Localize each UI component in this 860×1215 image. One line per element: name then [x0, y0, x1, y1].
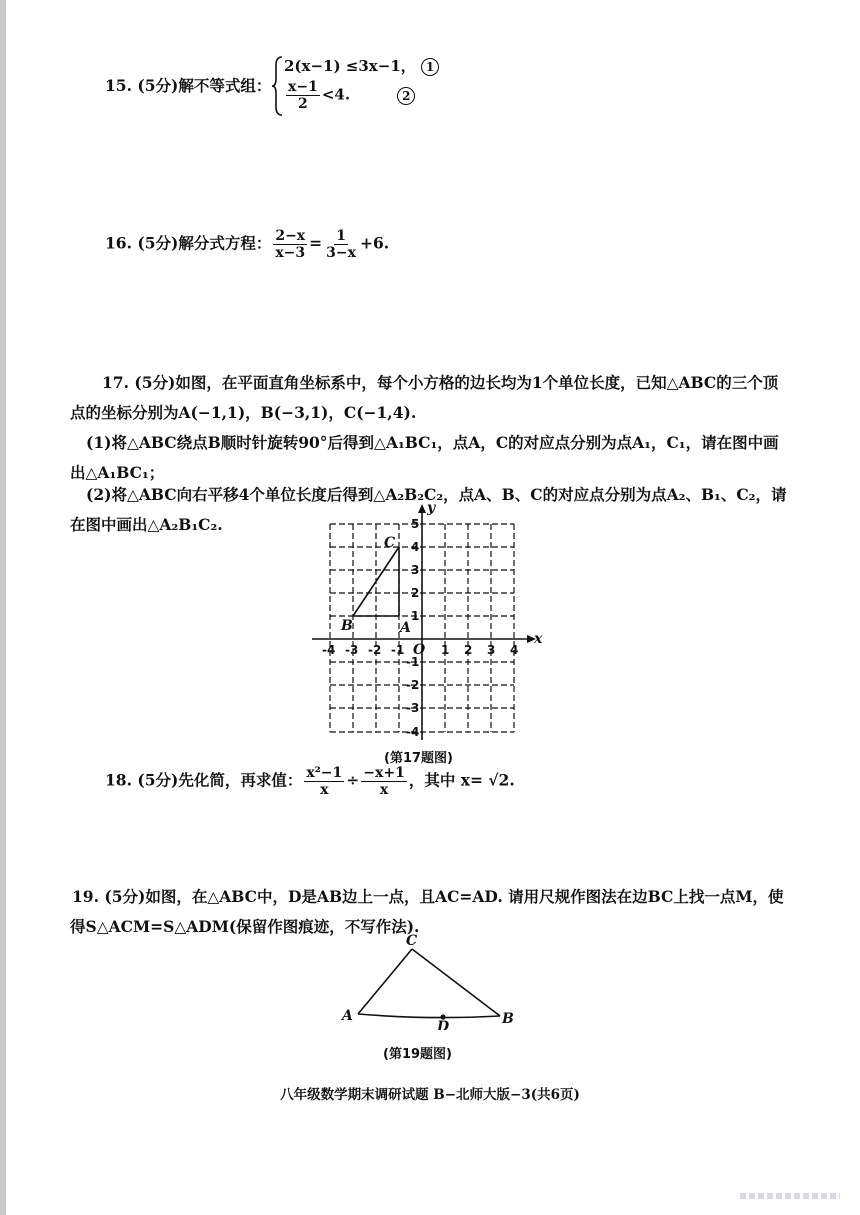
label-a: A [342, 1008, 353, 1024]
q16: 16. (5分)解分式方程： $\frac{2-x}{x-3}$ = $\frac{1}{3-x}$ +6. [105, 228, 390, 261]
x-tick: -4 [322, 643, 336, 657]
point-c-label: C [384, 535, 396, 551]
q17-coordinate-grid [300, 495, 550, 745]
q19-text: 19. (5分)如图，在△ABC中，D是AB边上一点，且AC=AD. 请用尺规作图法在边BC上找一点M，使得S△ACM=S△ADM(保留作图痕迹，不写作法). [70, 887, 784, 936]
y-tick: 4 [411, 540, 420, 554]
q15-mark1: 1 [421, 58, 439, 76]
y-tick: 1 [411, 609, 420, 623]
side-ac [358, 949, 412, 1014]
y-tick: 2 [411, 586, 420, 600]
label-c: C [406, 933, 418, 949]
q15-line2-tail: <4. [321, 85, 351, 104]
q15-line1: 2(x−1) ≤3x−1， [284, 57, 416, 75]
y-tick: 5 [411, 517, 420, 531]
x-tick: -1 [391, 643, 405, 657]
y-arrow-icon [418, 504, 426, 513]
y-tick: 3 [411, 563, 420, 577]
x-tick: -2 [368, 643, 382, 657]
y-tick: -2 [406, 678, 420, 692]
q18-label: 18. (5分)先化简，再求值： [105, 770, 303, 790]
y-tick: -4 [406, 725, 420, 739]
q15-label: 15. (5分)解不等式组： [105, 76, 272, 95]
x-tick: -3 [345, 643, 359, 657]
x-tick: 2 [464, 643, 473, 657]
q18-fraction-2: $\frac{-x+1}{x}$ [363, 765, 405, 798]
q18-fraction-1: $\frac{\text{x²−1}}{x}$ [306, 765, 343, 798]
q17-part2: (2)将△ABC向右平移4个单位长度后得到△A₂B₂C₂，点A、B、C的对应点分别为点A₂、B₁、C₂，请在图中画出△A₂B₁C₂. [70, 485, 787, 534]
x-tick: 4 [510, 643, 519, 657]
faint-watermark [740, 1193, 840, 1199]
q18: 18. (5分)先化简，再求值： $\frac{\text{x²−1}}{x}$ ÷ $\frac{-x+1}{x}$ ，其中 x= √2. [105, 765, 515, 798]
x-axis-label: x [534, 631, 543, 647]
q15-mark2: 2 [397, 87, 415, 105]
y-tick: -3 [406, 701, 420, 715]
x-tick: 1 [441, 643, 450, 657]
page-footer: 八年级数学期末调研试题 B−北师大版−3(共6页) [280, 1087, 580, 1103]
q18-tail: ，其中 x= √2. [408, 770, 515, 790]
point-a-label: A [400, 620, 411, 636]
y-tick: -1 [406, 655, 420, 669]
q15-inequality-system [272, 55, 435, 117]
q17-intro: 17. (5分)如图，在平面直角坐标系中，每个小方格的边长均为1个单位长度，已知△ABC的三个顶点的坐标分别为A(−1,1)，B(−3,1)，C(−1,4). [70, 373, 779, 422]
origin-label: O [413, 642, 426, 658]
q19-triangle-figure [330, 925, 530, 1030]
side-ab [358, 1014, 500, 1018]
left-brace-icon [272, 55, 284, 117]
q17-caption: (第17题图) [384, 751, 453, 766]
y-axis-label: y [427, 500, 436, 516]
q17-part1: (1)将△ABC绕点B顺时针旋转90°后得到△A₁BC₁，点A，C的对应点分别为点A₁，C₁，请在图中画出△A₁BC₁； [70, 433, 779, 482]
q16-label: 16. (5分)解分式方程： [105, 233, 272, 253]
point-b-label: B [341, 618, 353, 634]
x-tick: 3 [487, 643, 496, 657]
side-bc [412, 949, 500, 1016]
q19-caption: (第19题图) [383, 1047, 452, 1062]
label-b: B [502, 1011, 514, 1027]
page-edge [0, 0, 6, 1215]
q16-rhs-fraction: $\frac{1}{3-x}$ [326, 228, 356, 261]
q15-fraction: $\frac{x-1}{2}$ [288, 79, 318, 112]
label-d: D [437, 1019, 450, 1030]
q16-lhs-fraction: $\frac{2-x}{x-3}$ [275, 228, 306, 261]
